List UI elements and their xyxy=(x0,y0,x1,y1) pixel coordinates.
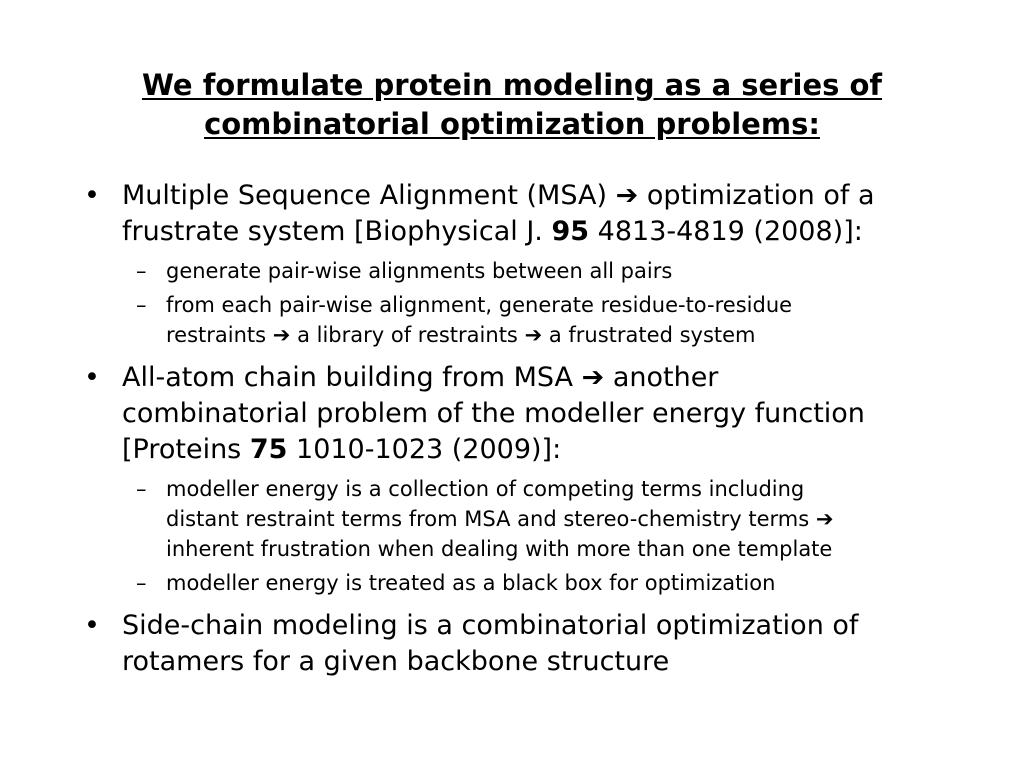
bullet-line: frustrate system [Biophysical J. 95 4813-4819 (2008)]: xyxy=(122,216,863,247)
volume-number: 75 xyxy=(249,434,288,465)
arrow-icon: ➔ xyxy=(815,507,834,531)
bullet-line: [Proteins 75 1010-1023 (2009)]: xyxy=(122,434,562,465)
bullet-line: combinatorial problem of the modeller energy function xyxy=(122,398,865,429)
bullet-line: All-atom chain building from MSA ➔ another xyxy=(122,362,719,393)
bullet-list xyxy=(84,178,984,680)
arrow-icon: ➔ xyxy=(581,362,605,393)
sub-bullet-line: distant restraint terms from MSA and stereo-chemistry terms ➔ xyxy=(166,507,834,531)
sub-bullet-item xyxy=(84,290,984,350)
bullet-line: rotamers for a given backbone structure xyxy=(122,646,670,677)
bullet-dot: • xyxy=(84,362,100,393)
slide-title xyxy=(60,66,964,144)
sub-bullet-dash: – xyxy=(136,259,147,283)
sub-bullet-line: generate pair-wise alignments between all pairs xyxy=(166,259,673,283)
sub-bullet-dash: – xyxy=(136,571,147,595)
title-line-1: We formulate protein modeling as a series of xyxy=(141,68,883,102)
sub-bullet-dash: – xyxy=(136,293,147,317)
bullet-dot: • xyxy=(84,180,100,211)
bullet-line: Multiple Sequence Alignment (MSA) ➔ optimization of a xyxy=(122,180,875,211)
sub-bullet-line: restraints ➔ a library of restraints ➔ a frustrated system xyxy=(166,323,756,347)
bullet-item xyxy=(84,608,984,680)
sub-bullet-line: from each pair-wise alignment, generate residue-to-residue xyxy=(166,293,793,317)
sub-bullet-item xyxy=(84,474,984,564)
arrow-icon: ➔ xyxy=(615,180,639,211)
arrow-icon: ➔ xyxy=(272,323,291,347)
sub-bullet-dash: – xyxy=(136,477,147,501)
volume-number: 95 xyxy=(551,216,590,247)
sub-bullet-item xyxy=(84,256,984,286)
bullet-item xyxy=(84,178,984,250)
arrow-icon: ➔ xyxy=(524,323,543,347)
bullet-line: Side-chain modeling is a combinatorial optimization of xyxy=(122,610,859,641)
sub-bullet-line: modeller energy is treated as a black box for optimization xyxy=(166,571,776,595)
sub-bullet-line: modeller energy is a collection of competing terms including xyxy=(166,477,805,501)
title-line-2: combinatorial optimization problems: xyxy=(204,107,820,141)
bullet-dot: • xyxy=(84,610,100,641)
sub-bullet-item xyxy=(84,568,984,598)
sub-bullet-line: inherent frustration when dealing with more than one template xyxy=(166,537,833,561)
bullet-item xyxy=(84,360,984,468)
